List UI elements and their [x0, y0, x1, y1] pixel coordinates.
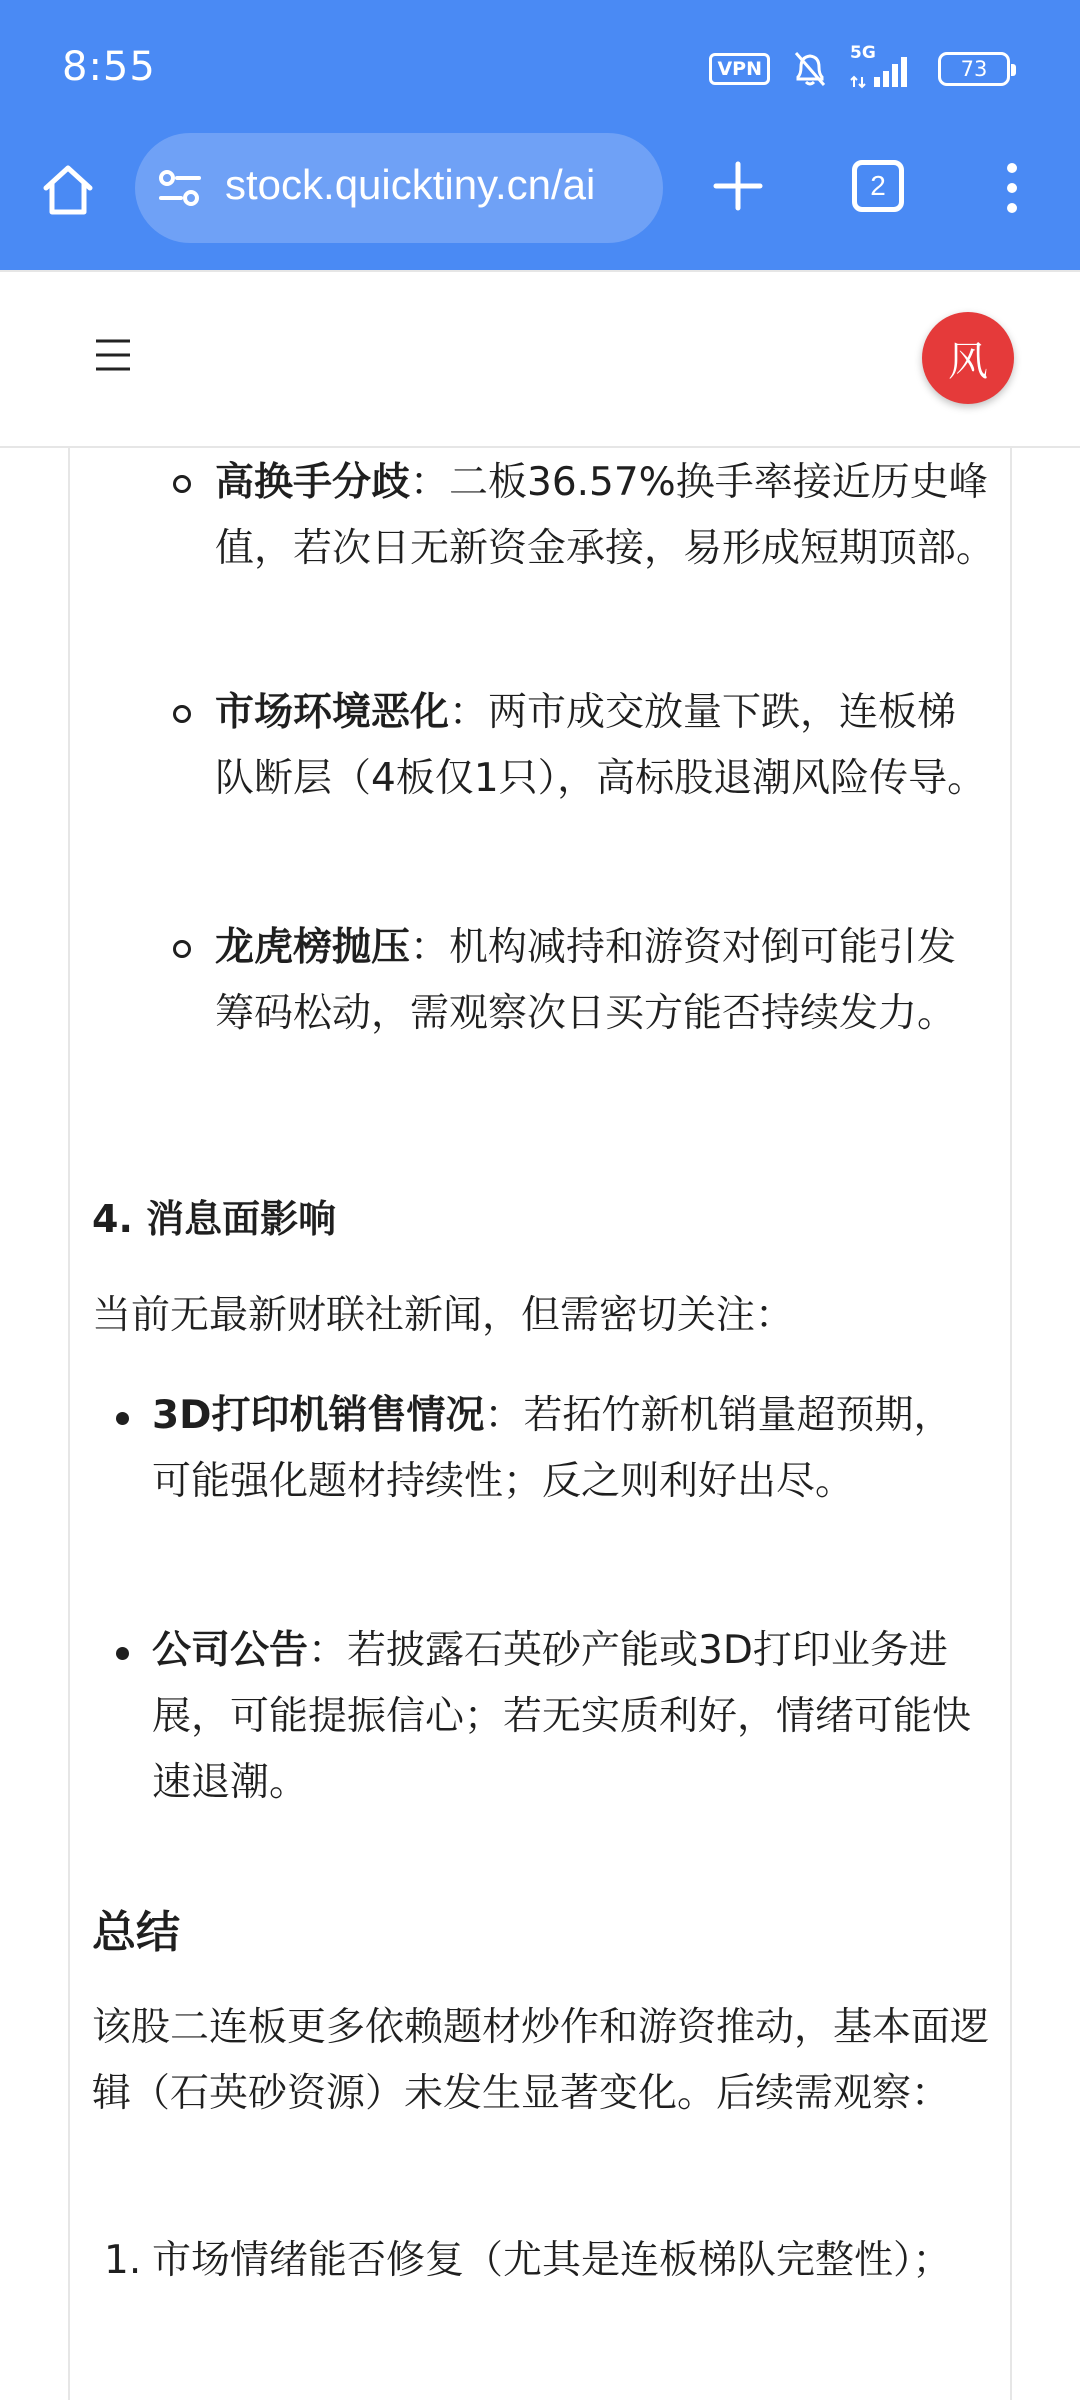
risk-text: 两市成交放量下跌，连板梯队断层（4板仅1只），高标股退潮风险传导。 [215, 690, 987, 801]
list-number: 1. [104, 2238, 142, 2283]
status-bar [0, 0, 1080, 130]
risk-item [215, 680, 995, 915]
summary-text: 该股二连板更多依赖题材炒作和游资推动，基本面逻辑（石英砂资源）未发生显著变化。后续需观察： [92, 2005, 990, 2116]
site-header [0, 270, 1080, 448]
status-icons [709, 43, 1010, 90]
news-section-heading: 4. 消息面影响 [92, 1197, 337, 1241]
bullet-dot-icon [116, 1412, 129, 1425]
risk-sep: ： [410, 460, 450, 505]
battery-level: 73 [960, 57, 988, 81]
browser-chrome [0, 0, 1080, 270]
circle-bullet-icon [173, 475, 191, 493]
risk-title: 高换手分歧 [215, 460, 411, 505]
avatar-text: 风 [948, 338, 988, 385]
circle-bullet-icon [173, 940, 191, 958]
risk-title: 市场环境恶化 [215, 690, 450, 735]
mute-bell-icon [792, 49, 828, 89]
summary-heading: 总结 [92, 1907, 180, 1958]
risk-sep: ： [449, 690, 489, 735]
risk-text: 机构减持和游资对倒可能引发筹码松动，需观察次日买方能否持续发力。 [215, 925, 957, 1036]
url-text[interactable]: stock.quicktiny.cn/ai [225, 161, 596, 208]
risk-item [215, 450, 995, 680]
status-time: 8:55 [62, 44, 156, 90]
new-tab-icon[interactable] [710, 158, 766, 214]
tab-switcher-button[interactable] [852, 160, 904, 212]
risk-list [215, 450, 995, 1125]
news-item-text: 若拓竹新机销量超预期，可能强化题材持续性；反之则利好出尽。 [152, 1393, 953, 1504]
summary-list-item [104, 2228, 972, 2294]
browser-toolbar [0, 130, 1080, 270]
summary-item-text: 市场情绪能否修复（尤其是连板梯队完整性）； [152, 2238, 952, 2283]
circle-bullet-icon [173, 705, 191, 723]
network-type: 5G [850, 43, 876, 63]
bullet-dot-icon [116, 1647, 129, 1660]
news-item [152, 1383, 972, 1515]
news-intro: 当前无最新财联社新闻，但需密切关注： [92, 1293, 795, 1338]
hamburger-menu-icon[interactable] [94, 338, 132, 372]
user-avatar[interactable] [922, 312, 1014, 404]
risk-text: 二板36.57%换手率接近历史峰值，若次日无新资金承接，易形成短期顶部。 [215, 460, 996, 571]
risk-sep: ： [410, 925, 450, 970]
news-item [152, 1618, 972, 1816]
news-item-sep: ： [484, 1393, 524, 1438]
site-settings-icon[interactable] [157, 168, 203, 208]
news-item-text: 若披露石英砂产能或3D打印业务进展，可能提振信心；若无实质利好，情绪可能快速退潮。 [152, 1628, 972, 1805]
vpn-icon: VPN [709, 53, 770, 85]
home-icon[interactable] [38, 160, 98, 220]
news-item-title: 公司公告 [152, 1628, 309, 1673]
signal-icon [850, 43, 916, 89]
risk-item [215, 915, 995, 1125]
risk-title: 龙虎榜抛压 [215, 925, 411, 970]
address-bar[interactable] [135, 133, 663, 243]
tab-count: 2 [870, 170, 886, 201]
more-menu-icon[interactable] [1000, 158, 1024, 218]
news-item-title: 3D打印机销售情况 [152, 1393, 485, 1438]
battery-icon [938, 52, 1010, 86]
news-item-sep: ： [308, 1628, 348, 1673]
